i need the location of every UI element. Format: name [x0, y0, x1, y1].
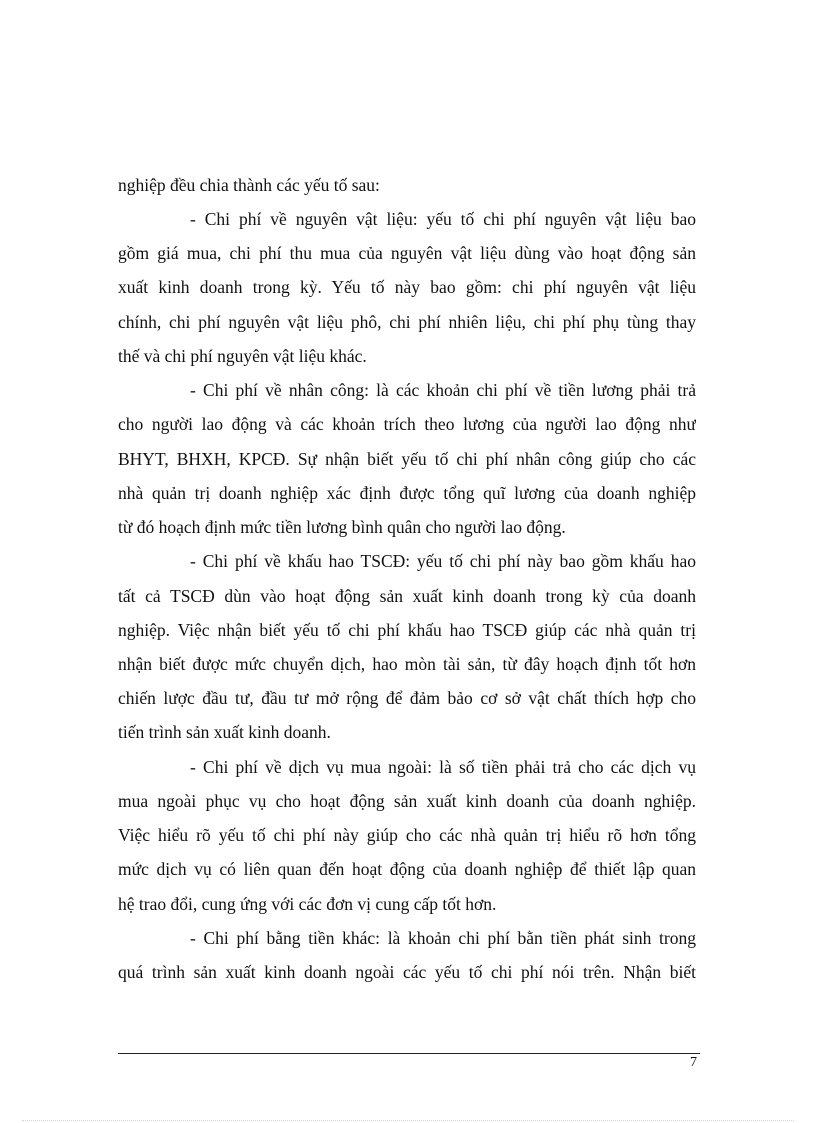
text-line: hệ trao đổi, cung ứng với các đơn vị cung cấp tốt hơn. [118, 894, 497, 914]
text-line: mua ngoài phục vụ cho hoạt động sản xuất kinh doanh của doanh nghiệp. [118, 791, 696, 811]
text-line: gồm giá mua, chi phí thu mua của nguyên vật liệu dùng vào hoạt động sản [118, 243, 696, 263]
paragraph-first-line: - Chi phí bằng tiền khác: là khoản chi phí bằn tiền phát sinh trong [190, 928, 696, 948]
text-line: nghiệp. Việc nhận biết yếu tố chi phí khấu hao TSCĐ giúp các nhà quản trị [118, 620, 696, 640]
text-line: thế và chi phí nguyên vật liệu khác. [118, 346, 367, 366]
paragraph-first-line: - Chi phí về dịch vụ mua ngoài: là số tiền phải trả cho các dịch vụ [190, 757, 696, 777]
text-line: từ đó hoạch định mức tiền lương bình quân cho người lao động. [118, 517, 566, 537]
text-line: cho người lao động và các khoản trích theo lương của người lao động như [118, 414, 696, 434]
footer-divider [118, 1053, 700, 1054]
page-number: 7 [690, 1055, 697, 1070]
text-line: mức dịch vụ có liên quan đến hoạt động của doanh nghiệp để thiết lập quan [118, 859, 696, 879]
paragraph-first-line: - Chi phí về khấu hao TSCĐ: yếu tố chi phí này bao gồm khấu hao [190, 551, 696, 571]
text-line: xuất kinh doanh trong kỳ. Yếu tố này bao gồm: chi phí nguyên vật liệu [118, 277, 696, 297]
text-line: nghiệp đều chia thành các yếu tố sau: [118, 175, 380, 195]
text-line: nhà quản trị doanh nghiệp xác định được tổng quĩ lương của doanh nghiệp [118, 483, 696, 503]
text-line: tiến trình sản xuất kinh doanh. [118, 722, 331, 742]
text-line: BHYT, BHXH, KPCĐ. Sự nhận biết yếu tố chi phí nhân công giúp cho các [118, 449, 696, 469]
text-line: Việc hiểu rõ yếu tố chi phí này giúp cho các nhà quản trị hiểu rõ hơn tổng [118, 825, 696, 845]
text-line: nhận biết được mức chuyển dịch, hao mòn tài sản, từ đây hoạch định tốt hơn [118, 654, 696, 674]
text-line: tất cả TSCĐ dùn vào hoạt động sản xuất kinh doanh trong kỳ của doanh [118, 586, 696, 606]
text-line: chiến lược đầu tư, đầu tư mở rộng để đảm bảo cơ sở vật chất thích hợp cho [118, 688, 696, 708]
text-line: quá trình sản xuất kinh doanh ngoài các yếu tố chi phí nói trên. Nhận biết [118, 962, 696, 982]
page-bottom-border [22, 1120, 794, 1121]
paragraph-first-line: - Chi phí về nhân công: là các khoản chi phí về tiền lương phải trả [190, 380, 696, 400]
paragraph-first-line: - Chi phí về nguyên vật liệu: yếu tố chi phí nguyên vật liệu bao [190, 209, 696, 229]
text-line: chính, chi phí nguyên vật liệu phô, chi phí nhiên liệu, chi phí phụ tùng thay [118, 312, 696, 332]
